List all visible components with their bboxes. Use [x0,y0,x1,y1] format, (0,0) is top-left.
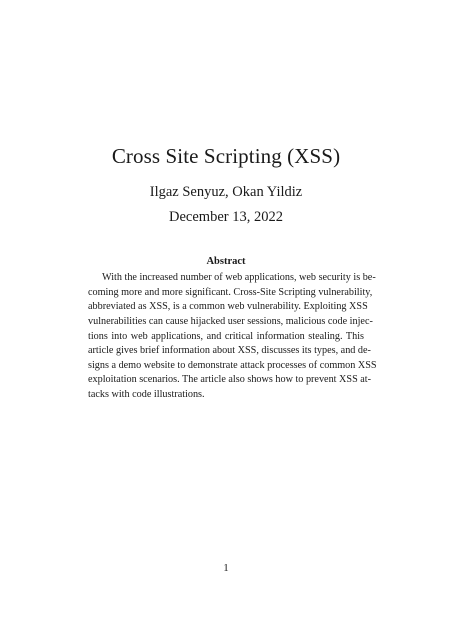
paper-title: Cross Site Scripting (XSS) [111,144,341,168]
abstract-line: tacks with code illustrations. [88,389,205,401]
abstract-body [88,271,377,403]
abstract-heading: Abstract [206,256,246,267]
abstract-line: signs a demo website to demonstrate attack processes of common XSS [88,359,377,371]
page-number: 1 [223,562,229,574]
abstract-line: abbreviated as XSS, is a common web vulnerability. Exploiting XSS [88,301,368,313]
abstract-line: coming more and more significant. Cross-Site Scripting vulnerability, [88,286,373,298]
abstract-line: tions into web applications, and critical information stealing. This [88,330,364,342]
abstract-line: article gives brief information about XSS, discusses its types, and de- [88,345,371,357]
paper-date: December 13, 2022 [169,209,283,225]
abstract-line: With the increased number of web applications, web security is be- [102,272,376,283]
abstract-line: exploitation scenarios. The article also shows how to prevent XSS at- [88,374,372,386]
abstract-line: vulnerabilities can cause hijacked user sessions, malicious code injec- [88,315,373,327]
paper-authors: Ilgaz Senyuz, Okan Yildiz [149,184,303,200]
